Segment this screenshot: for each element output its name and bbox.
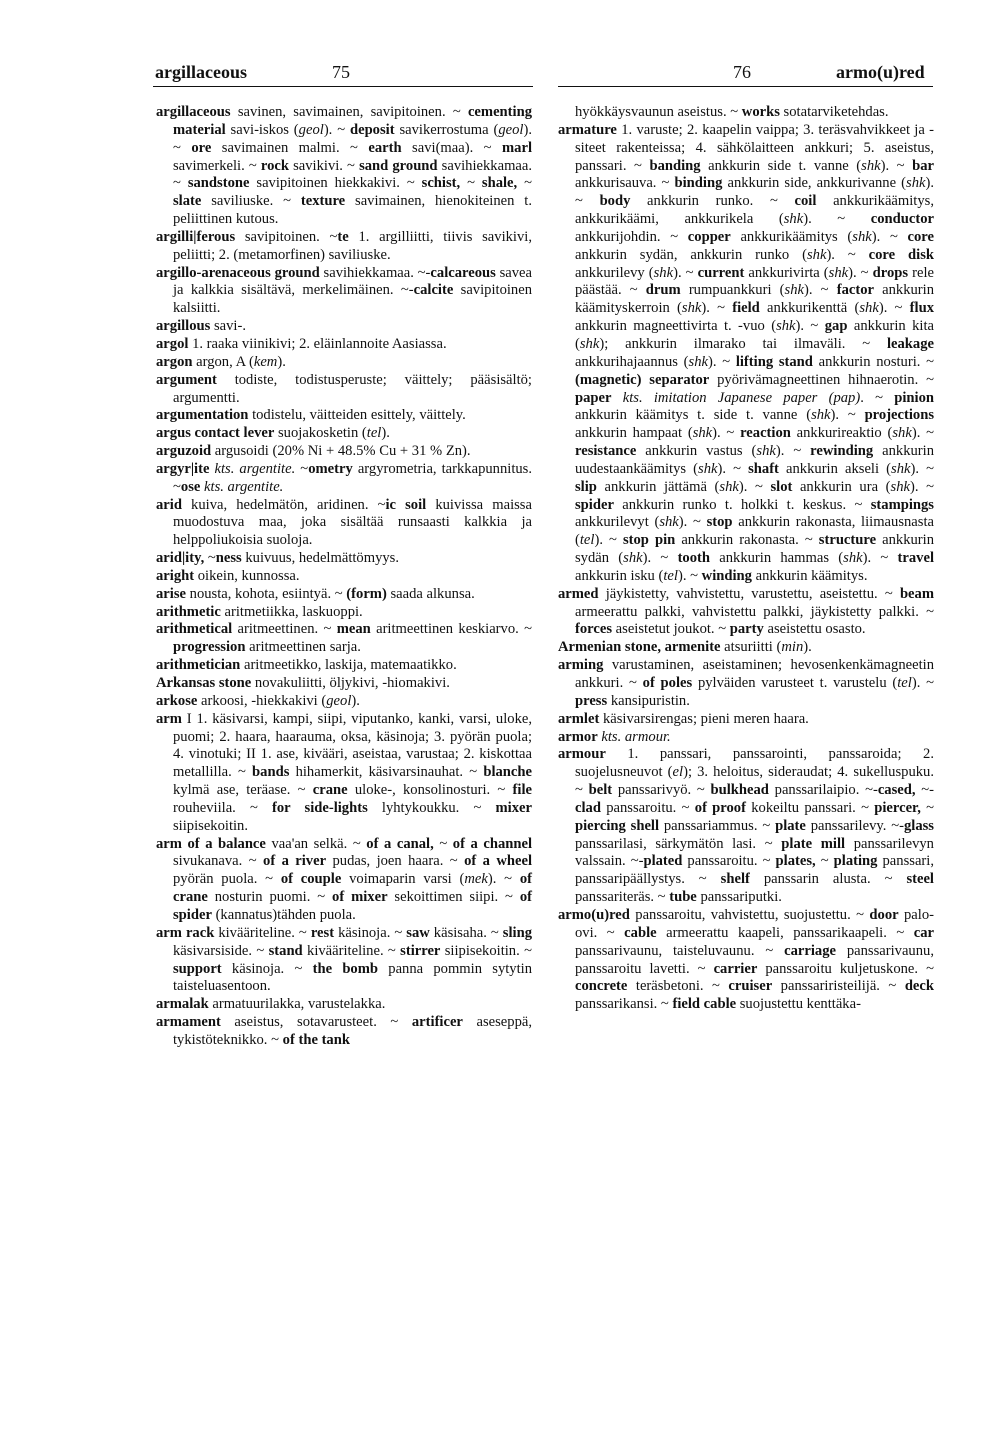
continuation-entry: hyökkäysvaunun aseistus. ~ works sotatarviketehdas. xyxy=(575,104,889,120)
dictionary-entry: arm I 1. käsivarsi, kampi, siipi, viputanko, kanki, varsi, uloke, puomi; 2. haara, haarauma, oksa, käsinoja; 3. pyörän puola; 4. vinotuki; II 1. ase, kivääri, aseistaa, varustaa; 2. kiskottaa metallilla. ~ bands hihamerkit, käsivarsinauhat. ~ blanche kylmä ase, teräase. ~ crane uloke-, konsolinosturi. ~ file rouheviila. ~ for side-lights lyhtykoukku. ~ mixer siipisekoitin. xyxy=(156,710,532,834)
dictionary-entry: aright oikein, kunnossa. xyxy=(156,567,300,584)
dictionary-entry: armature 1. varuste; 2. kaapelin vaippa; 3. teräsvahvikkeet ja -siteet rakenteissa; 4. sähkölaitteen ankkuri; 5. aseistus, panssari. ~ banding ankkurin side t. vanne (shk). ~ bar ankkurisauva. ~ binding ankkurin side, ankkurivanne (shk). ~ body ankkurin runko. ~ coil ankkurikäämitys, ankkurikäämi, ankkurikela (shk). ~ conductor ankkurijohdin. ~ copper ankkurikäämitys (shk). ~ core ankkurin sydän, ankkurin runko (shk). ~ core disk ankkurilevy (shk). ~ current ankkurivirta (shk). ~ drops rele päästää. ~ drum rumpuankkuri (shk). ~ factor ankkurin käämityskerroin (shk). ~ field ankkurikenttä (shk). ~ flux ankkurin magneettivirta t. -vuo (shk). ~ gap ankkurin kita (shk); ankkurin ilmarako tai ilmaväli. ~ leakage ankkurihajaannus (shk). ~ lifting stand ankkurin nosturi. ~ (magnetic) separator pyörivämagneettinen hihnaerotin. ~ paper kts. imitation Japanese paper (pap). ~ pinion ankkurin käämitys t. side t. vanne (shk). ~ projections ankkurin hampaat (shk). ~ reaction ankkurireaktio (shk). ~ resistance ankkurin vastus (shk). ~ rewinding ankkurin uudestaankäämitys (shk). ~ shaft ankkurin akseli (shk). ~ slip ankkurin jättämä (shk). ~ slot ankkurin ura (shk). ~ spider ankkurin runko t. holkki t. keskus. ~ stampings ankkurilevyt (shk). ~ stop ankkurin rakonasta, liimausnasta (tel). ~ stop pin ankkurin rakonasta. ~ structure ankkurin sydän (shk). ~ tooth ankkurin hammas (shk). ~ travel ankkurin isku (tel). ~ winding ankkurin käämitys. xyxy=(558,121,935,584)
dictionary-entry: argillaceous savinen, savimainen, savipitoinen. ~ cementing material savi-iskos (geol). ~ deposit savikerrostuma (geol). ~ ore savimainen malmi. ~ earth savi(maa). ~ marl savimerkeli. ~ rock savikivi. ~ sand ground savihiekkamaa. ~ sandstone savipitoinen hiekkakivi. ~ schist, ~ shale, ~ slate saviliuske. ~ texture savimainen, hienokiteinen t. peliittinen kutous. xyxy=(156,104,533,228)
dictionary-entry: armlet käsivarsirengas; pieni meren haara. xyxy=(558,710,809,727)
left-running-headword: argillaceous xyxy=(155,62,247,82)
dictionary-entry: arming varustaminen, aseistaminen; hevosenkenkämagneetin ankkuri. ~ of poles pylväiden varusteet t. varustelu (tel). ~ press kansipuristin. xyxy=(558,657,935,709)
left-header-rule xyxy=(153,86,533,87)
dictionary-entry: arithmetician aritmeetikko, laskija, matemaatikko. xyxy=(156,657,457,674)
dictionary-entry: armor kts. armour. xyxy=(558,728,671,745)
dictionary-entry: argillo-arenaceous ground savihiekkamaa. ~-calcareous savea ja kalkkia sisältävä, merkelimäinen. ~-calcite savipitoinen kalsiitti. xyxy=(156,264,532,317)
dictionary-entry: arithmetic aritmetiikka, laskuoppi. xyxy=(156,603,363,620)
right-running-headword: armo(u)red xyxy=(836,62,925,82)
left-page-number: 75 xyxy=(332,62,350,82)
dictionary-entry: argon argon, A (kem). xyxy=(156,353,286,370)
dictionary-entry: argument todiste, todistusperuste; väittely; pääsisältö; argumentti. xyxy=(156,371,532,406)
dictionary-entry: arm rack kivääriteline. ~ rest käsinoja. ~ saw käsisaha. ~ sling käsivarsiside. ~ stand kivääriteline. ~ stirrer siipisekoitin. ~ support käsinoja. ~ the bomb panna pommin sytytin taisteluasentoon. xyxy=(156,924,532,995)
dictionary-entry: arithmetical aritmeettinen. ~ mean aritmeettinen keskiarvo. ~ progression aritmeettinen sarja. xyxy=(156,621,533,656)
right-page-number: 76 xyxy=(733,62,751,82)
dictionary-entry: argol 1. raaka viinikivi; 2. eläinlannoite Aasiassa. xyxy=(156,335,447,352)
dictionary-entry: arkose arkoosi, -hiekkakivi (geol). xyxy=(156,692,360,709)
dictionary-entry: argilli|ferous savipitoinen. ~te 1. argilliitti, tiivis savikivi, peliitti; 2. (metamorfinen) saviliuske. xyxy=(156,228,532,263)
dictionary-entry: armed jäykistetty, vahvistettu, varustettu, aseistettu. ~ beam armeerattu palkki, vahvistettu palkki, jäykistetty palkki. ~ forces aseistetut joukot. ~ party aseistettu osasto. xyxy=(558,585,934,638)
right-column xyxy=(558,104,934,1014)
dictionary-entry: arise nousta, kohota, esiintyä. ~ (form) saada alkunsa. xyxy=(156,585,475,602)
dictionary-entry: armament aseistus, sotavarusteet. ~ artificer aseseppä, tykistöteknikko. ~ of the tank xyxy=(156,1014,532,1048)
dictionary-entry: armalak armatuurilakka, varustelakka. xyxy=(156,996,386,1013)
dictionary-entry: arguzoid argusoidi (20% Ni + 48.5% Cu + 31 % Zn). xyxy=(156,443,471,460)
dictionary-entry: armour 1. panssari, panssarointi, panssaroida; 2. suojelusneuvot (el); 3. heloitus, sideraudat; 4. sukelluspuku. ~ belt panssarivyö. ~ bulkhead panssarilaipio. ~-cased, ~-clad panssaroitu. ~ of proof kokeiltu panssari. ~ piercer, ~ piercing shell panssariammus. ~ plate panssarilevy. ~-glass panssarilasi, särkymätön lasi. ~ plate mill panssarilevyn valssain. ~-plated panssaroitu. ~ plates, ~ plating panssari, panssaripäällystys. ~ shelf panssarin alusta. ~ steel panssariteräs. ~ tube panssariputki. xyxy=(558,746,935,906)
dictionary-entry: argumentation todistelu, väitteiden esittely, väittely. xyxy=(156,407,466,424)
right-header-rule xyxy=(558,86,933,87)
dictionary-entry: argyr|ite kts. argentite. ~ometry argyrometria, tarkkapunnitus. ~ose kts. argentite. xyxy=(156,460,533,495)
dictionary-entry: arid kuiva, hedelmätön, aridinen. ~ic soil kuivissa maissa muodostuva maa, joka sisältää runsaasti kalkkia ja helppoliukoisia suoloja. xyxy=(156,496,532,549)
dictionary-entry: arm of a balance vaa'an selkä. ~ of a canal, ~ of a channel sivukanava. ~ of a river pudas, joen haara. ~ of a wheel pyörän puola. ~ of couple voimaparin varsi (mek). ~ of crane nosturin puomi. ~ of mixer sekoittimen siipi. ~ of spider (kannatus)tähden puola. xyxy=(156,835,533,923)
dictionary-entry: Arkansas stone novakuliitti, öljykivi, -hiomakivi. xyxy=(156,675,450,691)
dictionary-entry: Armenian stone, armenite atsuriitti (min). xyxy=(558,639,812,656)
left-column xyxy=(156,104,532,1050)
dictionary-entry: argus contact lever suojakosketin (tel). xyxy=(156,425,390,442)
dictionary-entry: argillous savi-. xyxy=(156,318,246,335)
dictionary-entry: arid|ity, ~ness kuivuus, hedelmättömyys. xyxy=(156,550,399,567)
dictionary-entry: armo(u)red panssaroitu, vahvistettu, suojustettu. ~ door palo-ovi. ~ cable armeerattu kaapeli, panssarikaapeli. ~ car panssarivaunu, taisteluvaunu. ~ carriage panssarivaunu, panssaroitu lavetti. ~ carrier panssaroitu kuljetuskone. ~ concrete teräsbetoni. ~ cruiser panssariristeilijä. ~ deck panssarikansi. ~ field cable suojustettu kenttäka- xyxy=(558,906,934,1013)
